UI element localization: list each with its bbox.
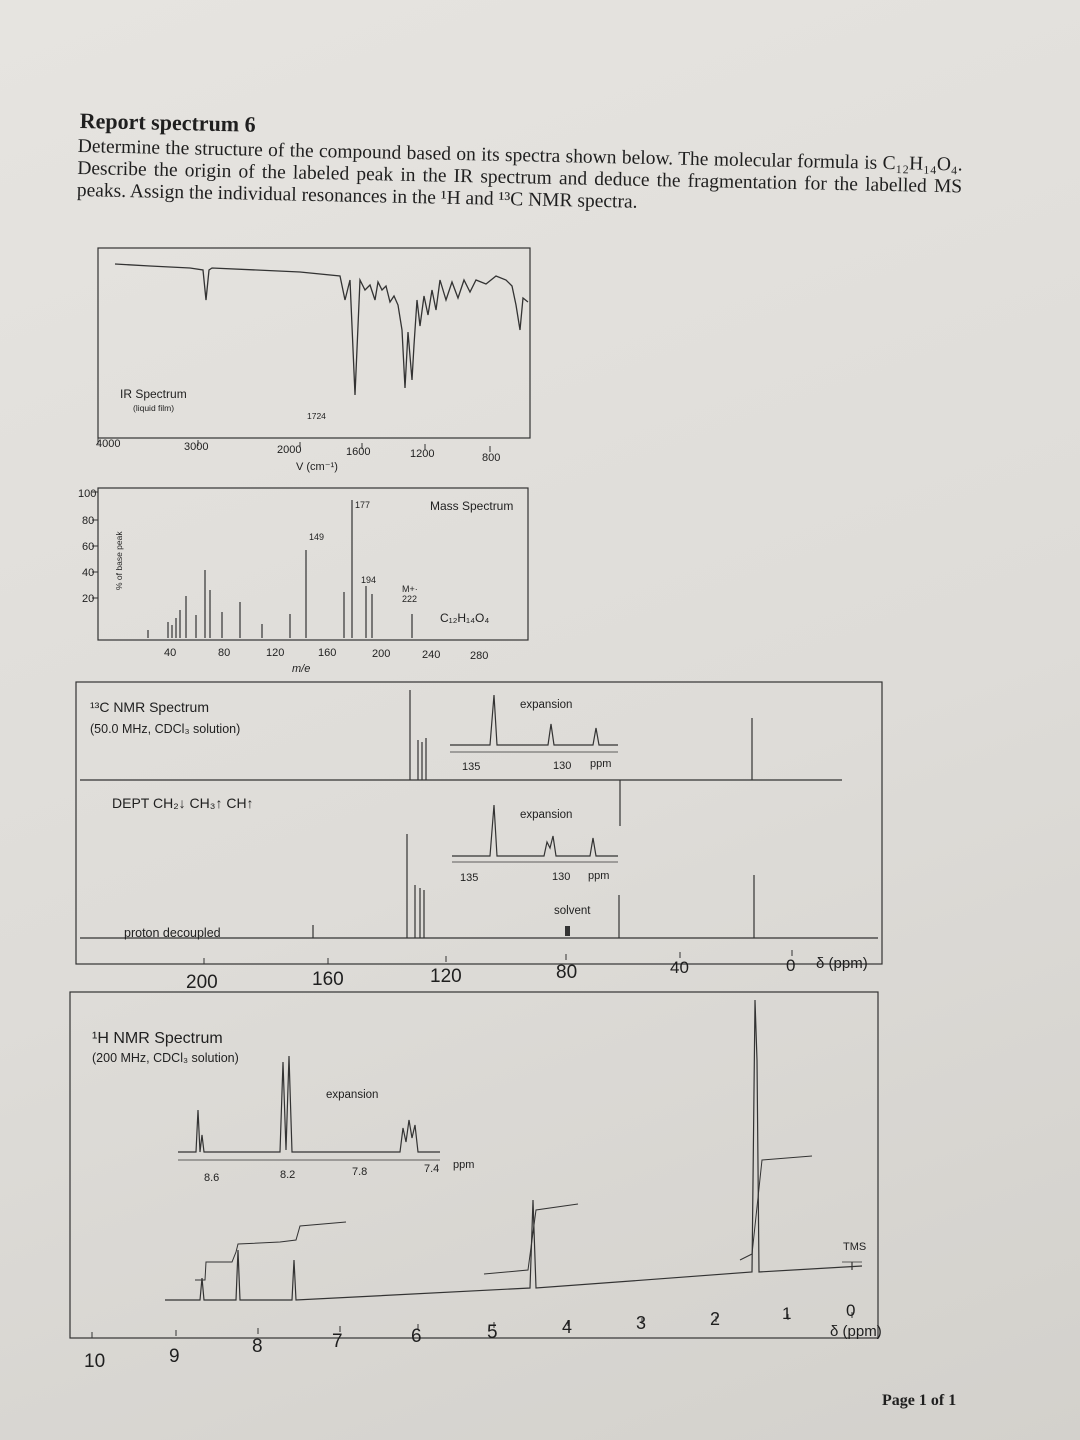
ms-title: Mass Spectrum bbox=[430, 499, 514, 513]
h1-title: ¹H NMR Spectrum bbox=[92, 1030, 223, 1047]
ir-title: IR Spectrum bbox=[120, 387, 187, 401]
c13-tick-0: 0 bbox=[786, 956, 796, 975]
h1-axis-label: δ (ppm) bbox=[830, 1323, 882, 1340]
c13-exp-ppm-top: ppm bbox=[590, 758, 612, 770]
ms-label-mplus: M+· bbox=[402, 584, 418, 594]
ir-tick-3000: 3000 bbox=[184, 441, 209, 453]
page-footer: Page 1 of 1 bbox=[882, 1392, 957, 1409]
ms-xtick-40: 40 bbox=[164, 647, 177, 659]
h1-tick-4: 4 bbox=[562, 1317, 573, 1337]
instructions-text: Determine the structure of the compound based on its spectra shown below. The molecular formula is C₁₂H₁₄O₄. Describe the origin of the labeled peak in the IR spectrum and deduce the fragmentation for the labelled MS peaks. Assign the individual resonances in the ¹H and ¹³C NMR spectra. bbox=[76, 136, 963, 213]
h1-tick-10: 10 bbox=[84, 1351, 106, 1372]
ir-tick-4000: 4000 bbox=[96, 438, 121, 450]
h1-expansion-trace bbox=[178, 1056, 440, 1152]
ir-axis-label: V (cm⁻¹) bbox=[296, 461, 338, 473]
c13-exp-tick-135-dept: 135 bbox=[460, 872, 479, 884]
c13-proton-decoupled-label: proton decoupled bbox=[124, 926, 221, 940]
h1-expansion-label: expansion bbox=[326, 1089, 379, 1101]
ms-xtick-280: 280 bbox=[470, 650, 489, 662]
c13-expansion-label-top: expansion bbox=[520, 699, 573, 711]
ms-peaks bbox=[148, 500, 412, 638]
c13-exp-tick-135-top: 135 bbox=[462, 761, 481, 773]
c13-title: ¹³C NMR Spectrum bbox=[90, 699, 210, 715]
h1-tick-5: 5 bbox=[487, 1322, 498, 1343]
ir-tick-800: 800 bbox=[482, 452, 501, 464]
h1-main-trace bbox=[165, 1000, 862, 1300]
h1-tms-label: TMS bbox=[843, 1241, 867, 1253]
h1-tick-3: 3 bbox=[636, 1313, 647, 1333]
c13-expansion-label-dept: expansion bbox=[520, 809, 573, 821]
h1-exp-tick-7.4: 7.4 bbox=[424, 1163, 440, 1175]
ir-tick-2000: 2000 bbox=[277, 444, 302, 456]
c13-tick-80: 80 bbox=[556, 962, 578, 983]
h1-tick-2: 2 bbox=[710, 1309, 721, 1329]
h1-tick-8: 8 bbox=[252, 1336, 263, 1357]
c13-tick-120: 120 bbox=[430, 966, 462, 987]
ms-xlabel: m/e bbox=[292, 663, 311, 675]
c13-tick-160: 160 bbox=[312, 969, 344, 990]
c13-subtitle: (50.0 MHz, CDCl₃ solution) bbox=[90, 722, 241, 736]
c13-tick-40: 40 bbox=[670, 958, 689, 977]
ir-tick-1600: 1600 bbox=[346, 446, 371, 458]
ir-subtitle: (liquid film) bbox=[133, 403, 175, 413]
c13-tick-200: 200 bbox=[186, 972, 218, 993]
ms-label-194: 194 bbox=[361, 575, 377, 585]
ms-label-177: 177 bbox=[355, 500, 371, 510]
ms-ytick-20: 20 bbox=[82, 593, 95, 605]
c13-exp-tick-130-top: 130 bbox=[553, 760, 572, 772]
c13-axis-label: δ (ppm) bbox=[816, 955, 868, 972]
ir-tick-1200: 1200 bbox=[410, 448, 435, 460]
ms-label-222: 222 bbox=[402, 594, 418, 604]
h1-integration bbox=[195, 1222, 346, 1280]
ms-formula: C₁₂H₁₄O₄ bbox=[440, 611, 490, 625]
ms-ytick-60: 60 bbox=[82, 541, 95, 553]
h1-tick-1: 1 bbox=[782, 1304, 792, 1323]
ir-peak-label: 1724 bbox=[307, 411, 326, 421]
ms-xtick-160: 160 bbox=[318, 647, 337, 659]
ms-ylabel: % of base peak bbox=[114, 531, 124, 590]
page-title: Report spectrum 6 bbox=[79, 108, 256, 137]
c13-dept-legend: DEPT CH₂↓ CH₃↑ CH↑ bbox=[112, 795, 254, 811]
h1-tick-6: 6 bbox=[411, 1326, 422, 1347]
h1-exp-ppm: ppm bbox=[453, 1159, 475, 1171]
ms-xtick-120: 120 bbox=[266, 647, 285, 659]
ms-ytick-100: 100 bbox=[78, 488, 97, 500]
h1-subtitle: (200 MHz, CDCl₃ solution) bbox=[92, 1051, 239, 1065]
h1-exp-tick-8.2: 8.2 bbox=[280, 1169, 296, 1181]
ms-xtick-200: 200 bbox=[372, 648, 391, 660]
h1-exp-tick-7.8: 7.8 bbox=[352, 1166, 368, 1178]
ms-ytick-40: 40 bbox=[82, 567, 95, 579]
ir-spectrum bbox=[98, 248, 530, 452]
c13-exp-tick-130-dept: 130 bbox=[552, 871, 571, 883]
c13-exp-ppm-dept: ppm bbox=[588, 870, 610, 882]
ms-ytick-80: 80 bbox=[82, 515, 95, 527]
h1-tick-9: 9 bbox=[169, 1346, 180, 1367]
ms-label-149: 149 bbox=[309, 532, 325, 542]
ir-trace bbox=[115, 264, 528, 395]
ms-xtick-80: 80 bbox=[218, 647, 231, 659]
ms-xtick-240: 240 bbox=[422, 649, 441, 661]
h1-exp-tick-8.6: 8.6 bbox=[204, 1172, 220, 1184]
c13-solvent-label: solvent bbox=[554, 905, 591, 917]
h1-tick-7: 7 bbox=[332, 1331, 343, 1352]
h1-tick-0: 0 bbox=[846, 1301, 856, 1320]
